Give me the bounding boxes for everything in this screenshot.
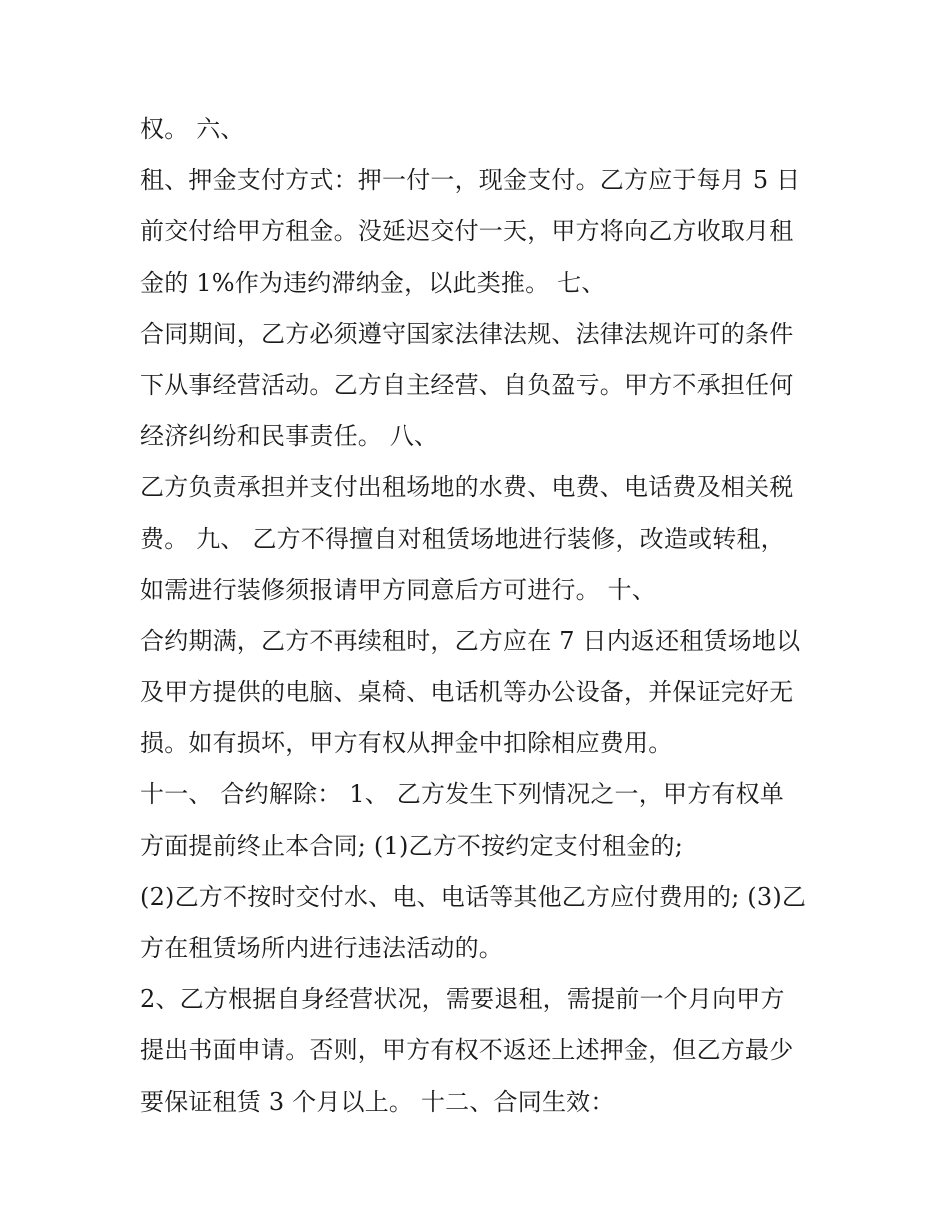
text-line-10: 如需进行装修须报请甲方同意后方可进行。 十、	[140, 575, 657, 604]
text-line-6: 下从事经营活动。乙方自主经营、自负盈亏。甲方不承担任何	[140, 370, 794, 399]
text-line-15: 方面提前终止本合同; (1)乙方不按约定支付租金的;	[140, 831, 683, 860]
text-line-8: 乙方负责承担并支付出租场地的水费、电费、电话费及相关税	[140, 473, 794, 502]
text-line-3: 前交付给甲方租金。没延迟交付一天，甲方将向乙方收取月租	[140, 217, 794, 246]
text-line-5: 合同期间，乙方必须遵守国家法律法规、法律法规许可的条件	[140, 319, 794, 348]
text-line-14: 十一、 合约解除： 1、 乙方发生下列情况之一，甲方有权单	[140, 780, 784, 809]
text-line-12: 及甲方提供的电脑、桌椅、电话机等办公设备，并保证完好无	[140, 678, 794, 707]
text-line-17: 方在租赁场所内进行违法活动的。	[140, 934, 503, 962]
text-line-18: 2、乙方根据自身经营状况，需要退租，需提前一个月向甲方	[140, 985, 785, 1014]
text-line-2: 租、押金支付方式：押一付一，现金支付。乙方应于每月 5 日	[140, 166, 801, 195]
text-line-13: 损。如有损坏，甲方有权从押金中扣除相应费用。	[140, 729, 673, 758]
text-line-1: 权。 六、	[140, 115, 245, 143]
text-line-7: 经济纠纷和民事责任。 八、	[140, 422, 439, 451]
text-line-11: 合约期满，乙方不再续租时，乙方应在 7 日内返还租赁场地以	[140, 626, 801, 655]
text-line-20: 要保证租赁 3 个月以上。 十二、合同生效：	[140, 1087, 615, 1116]
text-line-9: 费。 九、 乙方不得擅自对租赁场地进行装修，改造或转租，	[140, 524, 785, 553]
text-line-16: (2)乙方不按时交付水、电、电话等其他乙方应付费用的; (3)乙	[140, 882, 807, 911]
text-line-4: 金的 1%作为违约滞纳金，以此类推。 七、	[140, 268, 606, 297]
contract-text-body	[140, 104, 830, 1128]
text-line-19: 提出书面申请。否则，甲方有权不返还上述押金，但乙方最少	[140, 1036, 794, 1065]
